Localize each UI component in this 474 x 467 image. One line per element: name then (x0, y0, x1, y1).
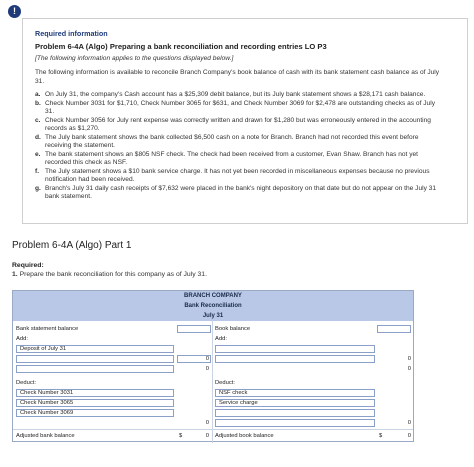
item-text: On July 31, the company's Cash account has a $25,309 debit balance, but its July bank statement shows a $28,171 cash balance. (45, 91, 426, 98)
item-text: Check Number 3056 for July rent expense was correctly written and drawn for $1,280 but was erroneously entered in the accounting records as $1,270. (45, 116, 431, 132)
adjusted-bank-label: Adjusted bank balance (16, 433, 75, 439)
list-item (35, 117, 445, 133)
total-divider (13, 429, 413, 430)
list-item (35, 134, 445, 150)
book-balance-label: Book balance (215, 326, 251, 332)
alert-icon: ! (8, 5, 21, 18)
bank-deduct-item-input[interactable]: Check Number 3031 (16, 389, 174, 397)
deduct-row (13, 378, 413, 388)
add-item-row (13, 354, 413, 364)
bank-deduct-label: Deduct: (16, 380, 36, 386)
problem-title: Problem 6-4A (Algo) Preparing a bank reconciliation and recording entries LO P3 (35, 42, 327, 51)
item-text: The July bank statement shows the bank collected $6,500 cash on a note for Branch. Branch had not recorded this event before receiving the statement. (45, 133, 419, 149)
balance-row (13, 324, 413, 334)
adjusted-bank-value: 0 (205, 433, 209, 439)
item-label: c. (35, 116, 41, 124)
applies-note: [The following information applies to the questions displayed below.] (35, 55, 234, 62)
list-item (35, 91, 445, 99)
add-row (13, 334, 413, 344)
list-item (35, 151, 445, 167)
bank-deduct-item-input[interactable]: Check Number 3065 (16, 399, 174, 407)
bank-reconciliation-table (12, 290, 414, 442)
book-deduct-label: Deduct: (215, 380, 235, 386)
part-title: Problem 6-4A (Algo) Part 1 (12, 240, 132, 251)
bank-balance-label: Bank statement balance (16, 326, 79, 332)
question-number: 1. (12, 271, 18, 278)
required-information-panel (22, 18, 468, 224)
item-label: f. (35, 167, 40, 175)
book-currency: $ (379, 433, 383, 439)
bank-add-item-input[interactable] (16, 365, 174, 373)
item-label: g. (35, 184, 41, 192)
adjusted-book-label: Adjusted book balance (215, 433, 274, 439)
report-header: Bank Reconciliation (13, 301, 413, 311)
book-deduct-item-input[interactable] (215, 419, 375, 427)
list-item (35, 168, 445, 184)
item-label: d. (35, 133, 41, 141)
bank-add-item-input[interactable]: Deposit of July 31 (16, 345, 174, 353)
book-deduct-item-input[interactable]: NSF check (215, 389, 375, 397)
item-text: Check Number 3031 for $1,710, Check Number 3065 for $631, and Check Number 3069 for $2,478 are outstanding checks as of July 31. (45, 99, 435, 115)
item-text: The July statement shows a $10 bank service charge. It has not yet been recorded in miscellaneous expenses because no previous notification had been received. (45, 167, 430, 183)
date-header: July 31 (13, 311, 413, 321)
company-header: BRANCH COMPANY (13, 291, 413, 301)
bank-subtotal: 0 (205, 366, 209, 372)
book-add-total: 0 (407, 356, 411, 362)
deduct-total-row (13, 418, 413, 428)
item-text: Branch's July 31 daily cash receipts of $7,632 were placed in the bank's night depository on that date but do not appear on the July 31 bank statement. (45, 184, 437, 200)
bank-deduct-item-input[interactable]: Check Number 3069 (16, 409, 174, 417)
book-deduct-total: 0 (407, 420, 411, 426)
adjusted-book-value: 0 (407, 433, 411, 439)
bank-add-label: Add: (16, 336, 28, 342)
item-label: a. (35, 91, 41, 98)
book-deduct-item-input[interactable] (215, 409, 375, 417)
bank-add-item-input[interactable] (16, 355, 174, 363)
list-item (35, 100, 445, 116)
adjusted-row (13, 431, 413, 441)
book-add-label: Add: (215, 336, 227, 342)
deduct-item-row (13, 398, 413, 408)
book-add-item-input[interactable] (215, 355, 375, 363)
subtotal-row (13, 364, 413, 374)
book-balance-input[interactable] (377, 325, 411, 333)
intro-text: The following information is available to reconcile Branch Company's book balance of cash with its bank statement cash balance as of July 31. (35, 69, 440, 85)
item-label: e. (35, 150, 41, 158)
item-label: b. (35, 99, 41, 107)
bank-deduct-total: 0 (205, 420, 209, 426)
question-text: Prepare the bank reconciliation for this company as of July 31. (19, 271, 207, 278)
list-item (35, 185, 445, 201)
deduct-item-row (13, 388, 413, 398)
book-subtotal: 0 (407, 366, 411, 372)
item-text: The bank statement shows an $805 NSF check. The check had been received from a customer, Evan Shaw. Branch has not yet recorded this check as NSF. (45, 150, 418, 166)
transaction-list (35, 91, 445, 202)
required-information-heading: Required information (35, 29, 108, 38)
bank-currency: $ (179, 433, 183, 439)
deduct-item-row (13, 408, 413, 418)
bank-add-total: 0 (205, 356, 209, 362)
add-item-row (13, 344, 413, 354)
bank-balance-input[interactable] (177, 325, 211, 333)
book-deduct-item-input[interactable]: Service charge (215, 399, 375, 407)
book-add-item-input[interactable] (215, 345, 375, 353)
required-label: Required: (12, 262, 44, 269)
required-question (12, 271, 207, 278)
